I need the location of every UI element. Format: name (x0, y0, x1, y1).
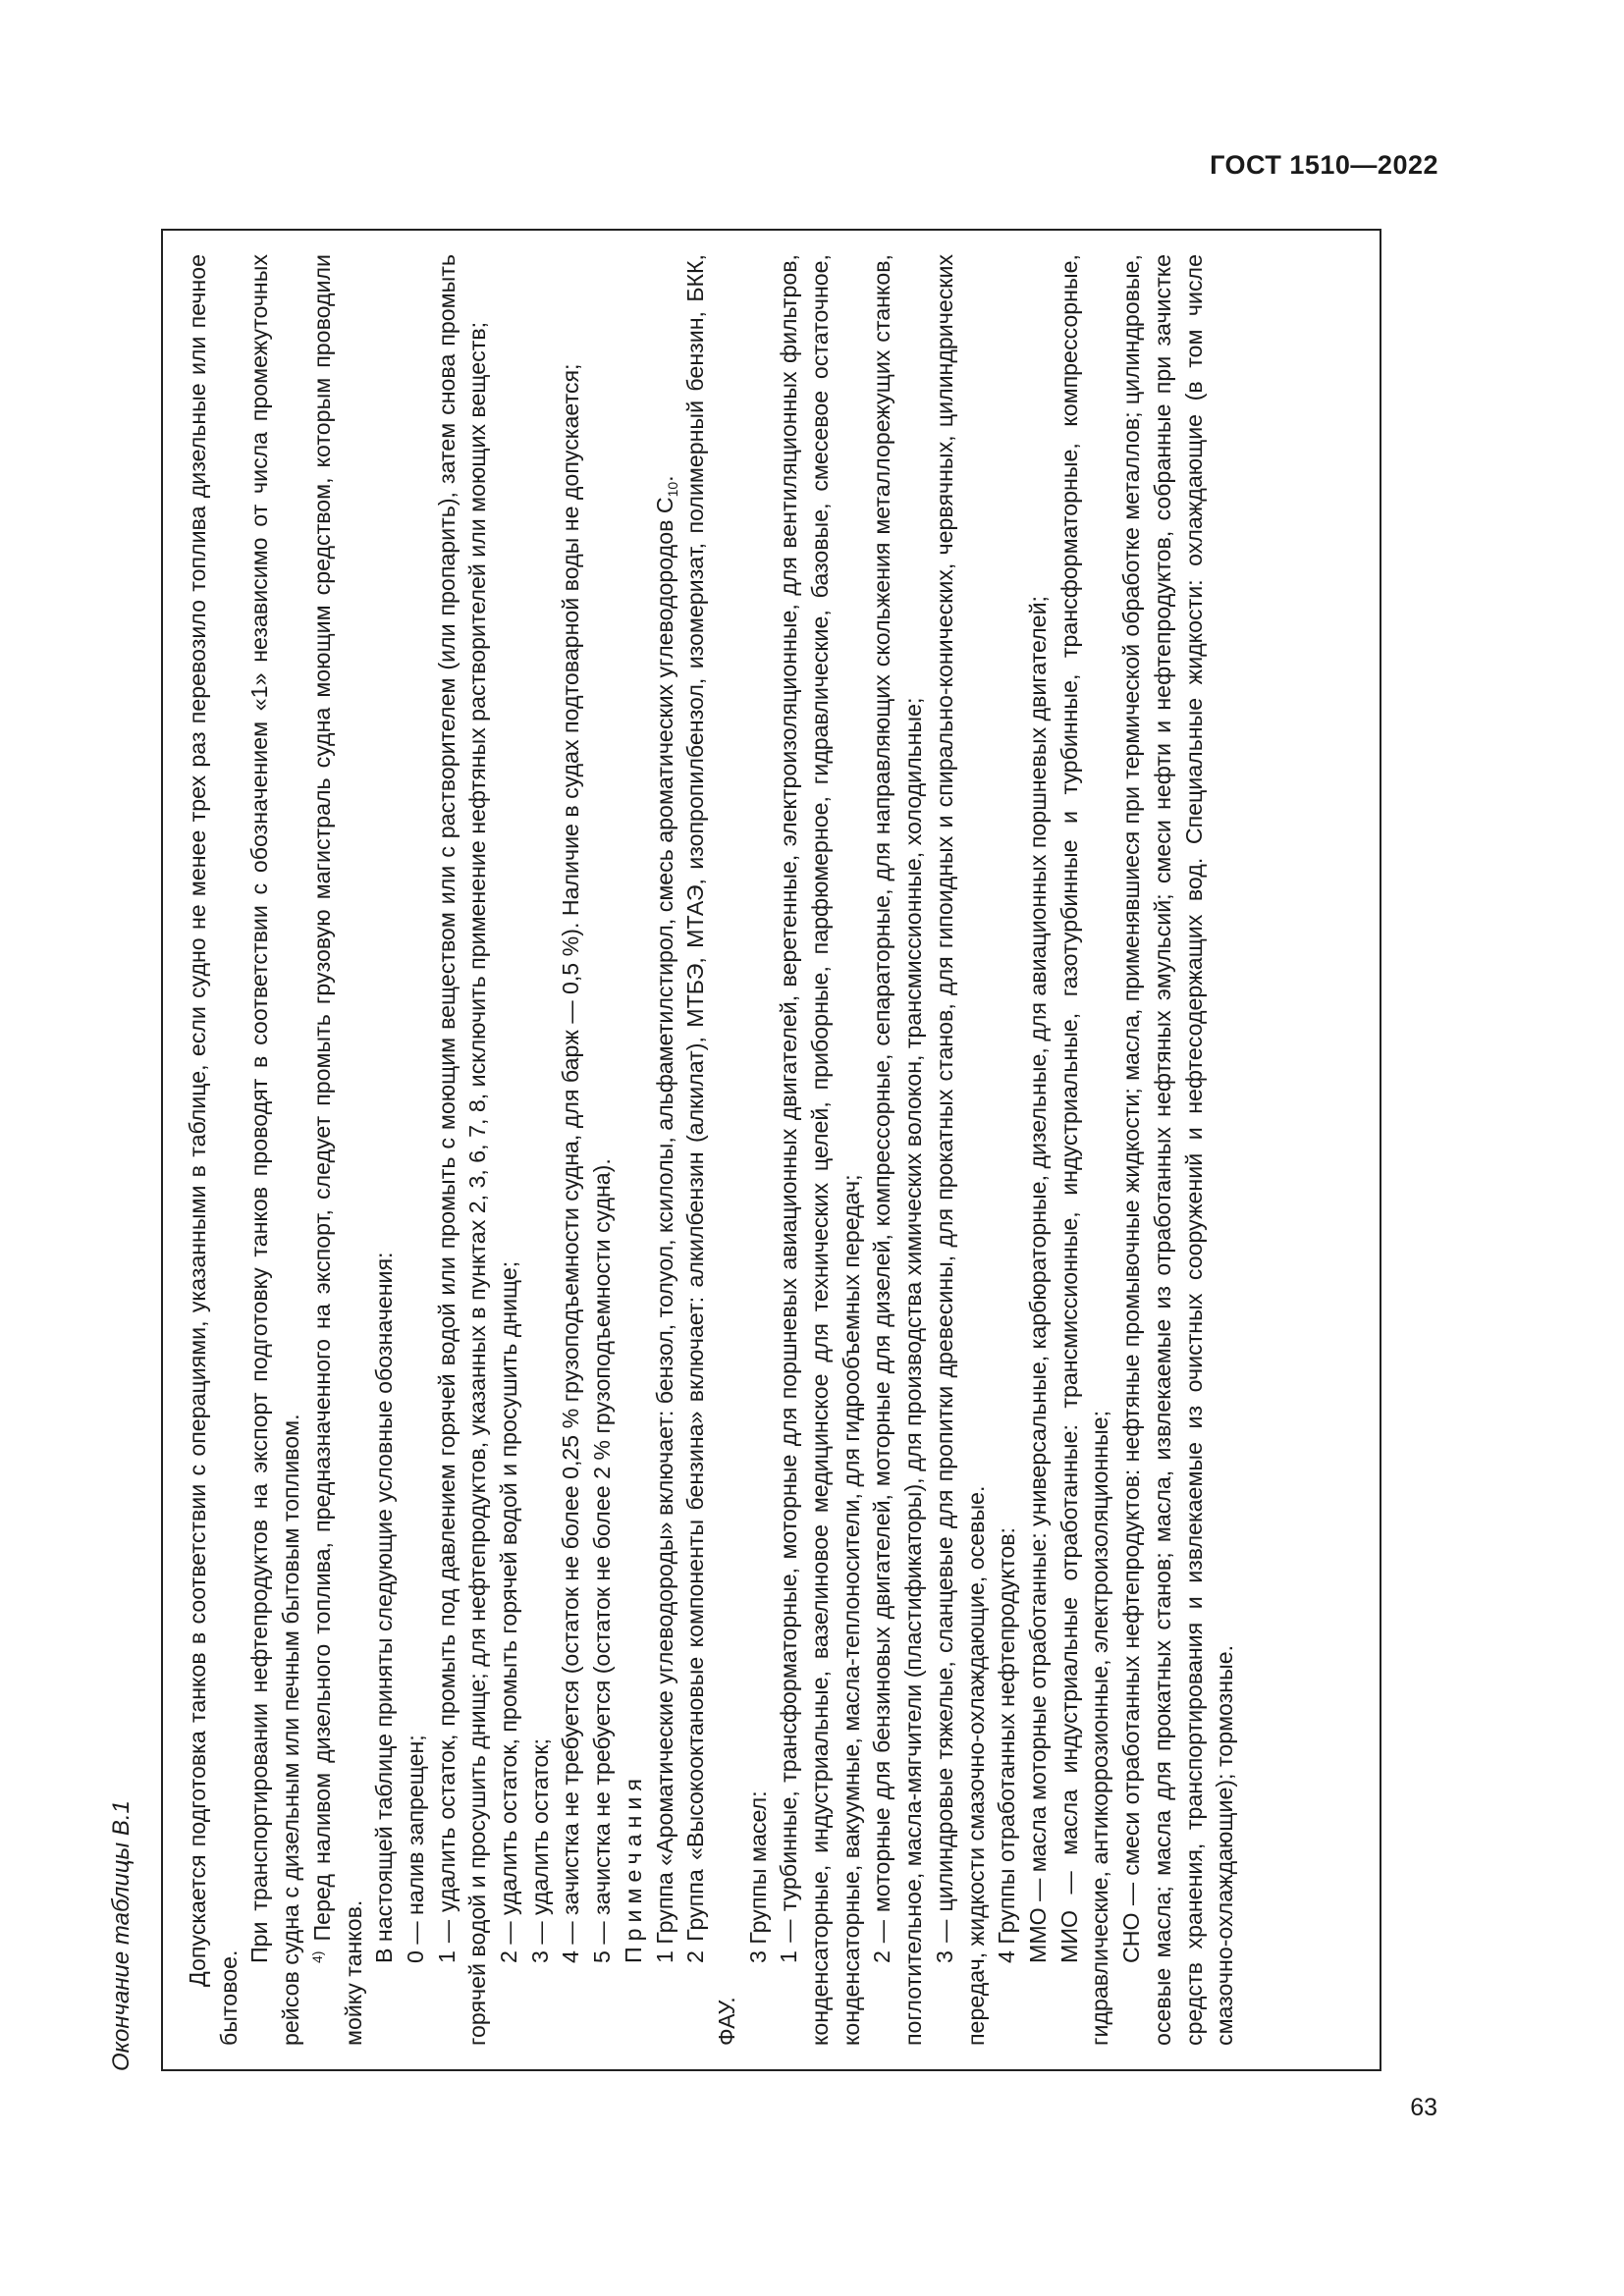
table-notes-frame (161, 229, 1381, 2071)
note-4: 4 Группы отработанных нефтепродуктов: (994, 1527, 1020, 1963)
notes-paragraph-1: Допускается подготовка танков в соответствии с операциями, указанными в таблице, если судно не менее трех раз перевозило топлива дизельные или печное бытовое. (185, 254, 242, 2046)
waste-group-mio: МИО — масла индустриальные отработанные: трансмиссионные, индустриальные, газотурбинные и турбинные, трансформаторные, компрессорные, гидравлические, антикоррозионные, электроизоляционные; (1056, 254, 1113, 2046)
footnote-4-mark: 4) (308, 1950, 325, 1963)
note-3: 3 Группы масел: (744, 1790, 771, 1963)
notes-paragraph-2: При транспортировании нефтепродуктов на экспорт подготовку танков проводят в соответствии с обозначением «1» независимо от числа промежуточных рейсов судна с дизельным или печным бытовым топливом. (246, 254, 304, 2046)
legend-code-2: 2 — удалить остаток, промыть горячей водой и просушить днище; (496, 1260, 522, 1963)
legend-intro: В настоящей таблице приняты следующие условные обозначения: (371, 1252, 398, 1963)
oil-group-1: 1 — турбинные, трансформаторные, моторные для поршневых авиационных двигателей, веретенные, электроизоляционные, для вентиляционных фильтров, конденсаторные, индустриальные, вазелиновое медицинское для технических целей, приборные, парфюмерное, гидравлические, базовые, смесевое остаточное, конденсаторные, вакуумные, масла-теплоносители, для гидрообъемных передач; (776, 254, 864, 2046)
legend-code-4: 4 — зачистка не требуется (остаток не более 0,25 % грузоподъемности судна, для барж — 0,5 %). Наличие в судах подтоварной воды не допускается; (558, 363, 584, 1963)
rotated-table-block (108, 226, 1384, 2071)
table-caption: Окончание таблицы В.1 (108, 1800, 135, 2071)
note-1 (650, 254, 681, 2046)
oil-group-2: 2 — моторные для бензиновых двигателей, моторные для дизелей, компрессорные, сепараторные, для направляющих скольжения металлорежущих станков, поглотительное, масла-мягчители (пластификаторы), для производства химических волокон, трансмиссионные, холодильные; (869, 254, 927, 2046)
footnote-4-text: Перед наливом дизельного топлива, предназначенного на экспорт, следует промыть грузовую магистраль судна моющим средством, которым проводили мойку танков. (308, 254, 366, 2046)
notes-heading: Примечания (620, 1773, 646, 1963)
footnote-4 (307, 254, 369, 2046)
waste-group-sno: СНО — смеси отработанных нефтепродуктов: нефтяные промывочные жидкости; масла, применявшиеся при термической обработке металлов; цилиндровые, осевые масла; масла для прокатных станов; масла, извлекаемые из отработанных нефтяных эмульсий; смеси нефти и нефтепродуктов, собранные при зачистке средств хранения, транспортирования и извлекаемые из очистных сооружений и нефтесодержащих вод. Специальные жидкости: охлаждающие (в том числе смазочно-охлаждающие); тормозные. (1118, 254, 1238, 2046)
legend-code-1: 1 — удалить остаток, промыть под давлением горячей водой или промыть с моющим веществом или с растворителем (или пропарить), затем снова промыть горячей водой и просушить днище; для нефтепродуктов, указанных в пунктах 2, 3, 6, 7, 8, исключить применение нефтяных растворителей или моющих веществ; (433, 254, 491, 2046)
note-1-text: 1 Группа «Ароматические углеводороды» включает: бензол, толуол, ксилолы, альфаметилстирол, смесь ароматических углеводородов С (651, 497, 677, 1963)
note-2: 2 Группа «Высокооктановые компоненты бензина» включает: алкилбензин (алкилат), МТБЭ, МТАЭ, изопропилбензол, изомеризат, полимерный бензин, БКК, ФАУ. (682, 254, 739, 2046)
legend-code-3: 3 — удалить остаток; (526, 1738, 553, 1963)
legend-code-0: 0 — налив запрещен; (402, 1735, 428, 1963)
document-code: ГОСТ 1510—2022 (1210, 150, 1438, 180)
oil-group-3: 3 — цилиндровые тяжелые, сланцевые для пропитки древесины, для прокатных станов, для гипоидных и спирально-конических, червячных, цилиндрических передач, жидкости смазочно-охлаждающие, осевые. (931, 254, 989, 2046)
page-number: 63 (1410, 2094, 1437, 2121)
note-1-end: . (651, 475, 677, 482)
waste-group-mmo: ММО — масла моторные отработанные: универсальные, карбюраторные, дизельные, для авиационных поршневых двигателей; (1024, 596, 1051, 1963)
note-1-subscript: 10 (664, 481, 680, 498)
legend-code-5: 5 — зачистка не требуется (остаток не более 2 % грузоподъемности судна). (589, 1158, 616, 1963)
